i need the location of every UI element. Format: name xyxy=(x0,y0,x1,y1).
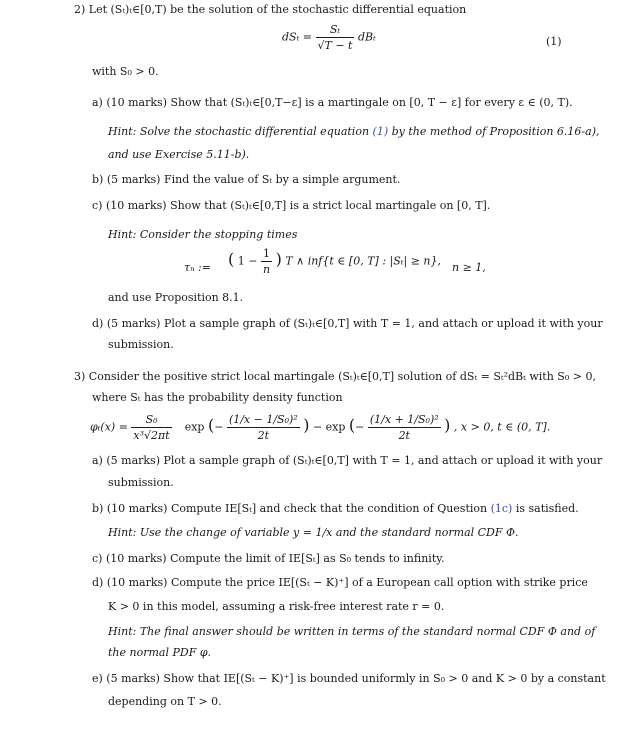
q2d-text-line2: submission. xyxy=(108,338,174,351)
q3c-text: c) (10 marks) Compute the limit of IE[Sₜ] as S₀ tends to infinity. xyxy=(92,552,445,565)
exp-1: exp xyxy=(184,420,205,434)
coef-den: x³√2πt xyxy=(133,429,170,442)
q3e-text-line2: depending on T > 0. xyxy=(108,695,222,708)
q2a-hint-line2: and use Exercise 5.11-b). xyxy=(108,148,250,161)
exp2-open-paren: ( xyxy=(348,415,356,435)
tau-rest: T ∧ inf{t ∈ [0, T] : |Sₜ| ≥ n}, xyxy=(285,254,441,268)
exp-2: − exp xyxy=(312,420,346,434)
tau-frac-den: n xyxy=(262,263,271,276)
q2b-text: b) (5 marks) Find the value of Sₜ by a simple argument. xyxy=(92,173,401,186)
coef-num: S₀ xyxy=(131,414,171,428)
q3d-hint-line2: the normal PDF φ. xyxy=(108,646,212,659)
exp2-close-paren: ) xyxy=(444,415,451,435)
density-coefficient xyxy=(131,414,171,441)
sde-denominator: √T − t xyxy=(317,39,353,52)
tau-definition xyxy=(228,248,441,275)
q2a-hint-line1 xyxy=(108,126,600,137)
tau-one-minus: 1 − xyxy=(237,254,258,268)
q3a-text-line2: submission. xyxy=(108,476,174,489)
q3e-text-line1: e) (5 marks) Show that IE[(Sₜ − K)⁺] is bounded uniformly in S₀ > 0 and K > 0 by a constant xyxy=(92,672,606,685)
exp1-den: 2t xyxy=(257,429,270,442)
q2c-use: and use Proposition 8.1. xyxy=(108,291,244,304)
q2-initial-condition: with S₀ > 0. xyxy=(92,65,159,78)
exp2-num: (1/x + 1/S₀)² xyxy=(369,413,439,426)
q3a-text-line1: a) (5 marks) Plot a sample graph of (Sₜ)ₜ∈[0,T] with T = 1, and attach or upload it with your xyxy=(92,454,603,467)
density-formula: φₜ(x) = $\frac{\text{S₀}}{\text{x³√2πt}}$ exp (− $\frac{\text{(1/x − 1/S₀)²}}{2t}$ ) − exp (− $\frac{\text{(1/x + 1/S₀)²}}{2t}$ ) , x > 0, t ∈ (0, T]. xyxy=(90,413,551,442)
tau-close-paren: ) xyxy=(275,249,282,269)
exp1-num: (1/x − 1/S₀)² xyxy=(228,413,298,426)
exp2-den: 2t xyxy=(398,429,410,442)
equation-tag: (1) xyxy=(546,35,562,48)
tau-lhs: τₙ := xyxy=(184,261,211,274)
sde-numerator: Sₜ xyxy=(316,24,355,38)
equation-ref-link[interactable]: (1) xyxy=(372,125,389,138)
q3-intro-line2: where Sₜ has the probability density function xyxy=(92,391,343,404)
q2c-hint: Hint: Consider the stopping times xyxy=(108,228,298,241)
tau-fraction xyxy=(261,248,272,275)
q3d-text-line1: d) (10 marks) Compute the price IE[(Sₜ − K)⁺] of a European call option with strike price xyxy=(92,576,588,589)
density-lhs: φₜ(x) = xyxy=(90,420,128,434)
q3b-text xyxy=(92,503,579,514)
q3b-pre: b) (10 marks) Compute IE[Sₜ] and check that the condition of Question xyxy=(92,502,491,515)
exp1-close-paren: ) xyxy=(303,415,310,435)
q3-intro-line1: 3) Consider the positive strict local martingale (Sₜ)ₜ∈[0,T] solution of dSₜ = Sₜ²dBₜ with S₀ > 0, xyxy=(74,370,596,383)
tau-open-paren: ( xyxy=(228,249,235,269)
sde-rhs: dBₜ xyxy=(357,30,376,44)
q3d-text-line2: K > 0 in this model, assuming a risk-free interest rate r = 0. xyxy=(108,600,445,613)
q2-sde-equation xyxy=(282,24,376,51)
exp1-open-paren: ( xyxy=(207,415,215,435)
q2-intro: 2) Let (Sₜ)ₜ∈[0,T) be the solution of the stochastic differential equation xyxy=(74,3,467,16)
q2c-text: c) (10 marks) Show that (Sₜ)ₜ∈[0,T] is a strict local martingale on [0, T]. xyxy=(92,199,491,212)
question-ref-link[interactable]: (1c) xyxy=(490,502,513,515)
exp2-fraction xyxy=(368,414,441,441)
tau-condition: n ≥ 1, xyxy=(452,261,486,274)
q2a-hint-pre: Hint: Solve the stochastic differential equation xyxy=(108,125,373,138)
sde-lhs: dSₜ = xyxy=(282,30,316,44)
q3b-post: is satisfied. xyxy=(512,502,579,515)
q3d-hint-line1: Hint: The final answer should be written in terms of the standard normal CDF Φ and of xyxy=(108,625,596,638)
q2a-hint-post: by the method of Proposition 6.16-a), xyxy=(388,125,600,138)
sde-fraction xyxy=(316,24,355,51)
q3b-hint: Hint: Use the change of variable y = 1/x and the standard normal CDF Φ. xyxy=(108,526,519,539)
q2d-text-line1: d) (5 marks) Plot a sample graph of (Sₜ)ₜ∈[0,T] with T = 1, and attach or upload it with your xyxy=(92,317,603,330)
exp1-fraction xyxy=(227,414,300,441)
density-conditions: , x > 0, t ∈ (0, T]. xyxy=(453,420,551,434)
tau-frac-num: 1 xyxy=(261,248,272,262)
q2a-text: a) (10 marks) Show that (Sₜ)ₜ∈[0,T−ε] is a martingale on [0, T − ε] for every ε ∈ (0, T). xyxy=(92,96,573,109)
